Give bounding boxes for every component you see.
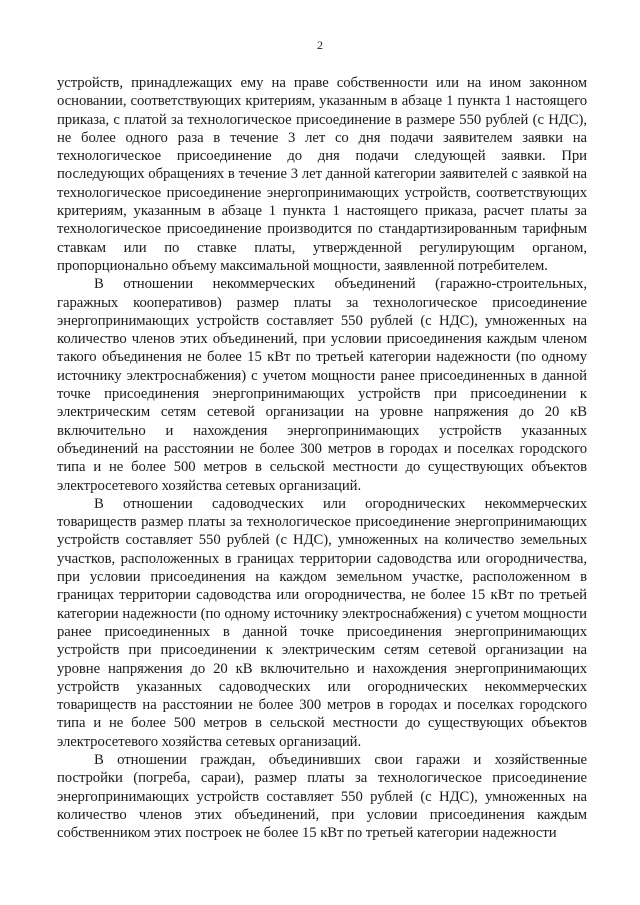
paragraph-garden-partnerships: В отношении садоводческих или огороднических некоммерческих товариществ размер платы за технологическое присоединение энергопринимающих устройств составляет 550 рублей (с НДС), умноженных на количество земельных участков, расположенных в границах территории садоводства или огородничества, при условии присоединения на каждом земельном участке, расположенном в границах территории садоводства или огородничества, не более 15 кВт по третьей категории надежности (по одному источнику электроснабжения) с учетом мощности ранее присоединенных в данной точке присоединения энергопринимающих устройств при присоединении к электрическим сетям сетевой организации на уровне напряжения до 20 кВ включительно и нахождения энергопринимающих устройств указанных садоводческих или огороднических некоммерческих товариществ на расстоянии не более 300 метров в городах и поселках городского типа и не более 500 метров в сельской местности до существующих объектов электросетевого хозяйства сетевых организаций. [57, 495, 587, 750]
paragraph-citizens-garages: В отношении граждан, объединивших свои гаражи и хозяйственные постройки (погреба, сараи), размер платы за технологическое присоединение энергопринимающих устройств составляет 550 рублей (с НДС), умноженных на количество членов этих объединений, при условии присоединения каждым собственником этих построек не более 15 кВт по третьей категории надежности [57, 751, 587, 842]
paragraph-nonprofit-garage-cooperatives: В отношении некоммерческих объединений (гаражно-строительных, гаражных кооперативов) размер платы за технологическое присоединение энергопринимающих устройств составляет 550 рублей (с НДС), умноженных на количество членов этих объединений, при условии присоединения каждым членом такого объединения не более 15 кВт по третьей категории надежности (по одному источнику электроснабжения) с учетом мощности ранее присоединенных в данной точке присоединения энергопринимающих устройств при присоединении к электрическим сетям сетевой организации на уровне напряжения до 20 кВ включительно и нахождения энергопринимающих устройств указанных объединений на расстоянии не более 300 метров в городах и поселках городского типа и не более 500 метров в сельской местности до существующих объектов электросетевого хозяйства сетевых организаций. [57, 276, 587, 494]
document-body [57, 74, 587, 842]
paragraph-continuation: устройств, принадлежащих ему на праве собственности или на ином законном основании, соответствующих критериям, указанным в абзаце 1 пункта 1 настоящего приказа, с платой за технологическое присоединение в размере 550 рублей (с НДС), не более одного раза в течение 3 лет со дня подачи заявителем заявки на технологическое присоединение до дня подачи следующей заявки. При последующих обращениях в течение 3 лет данной категории заявителей с заявкой на технологическое присоединение энергопринимающих устройств, соответствующих критериям, указанным в абзаце 1 пункта 1 настоящего приказа, расчет платы за технологическое присоединение производится по стандартизированным тарифным ставкам или по ставке платы, утвержденной регулирующим органом, пропорционально объему максимальной мощности, заявленной потребителем. [57, 75, 587, 274]
page-number: 2 [317, 38, 323, 52]
